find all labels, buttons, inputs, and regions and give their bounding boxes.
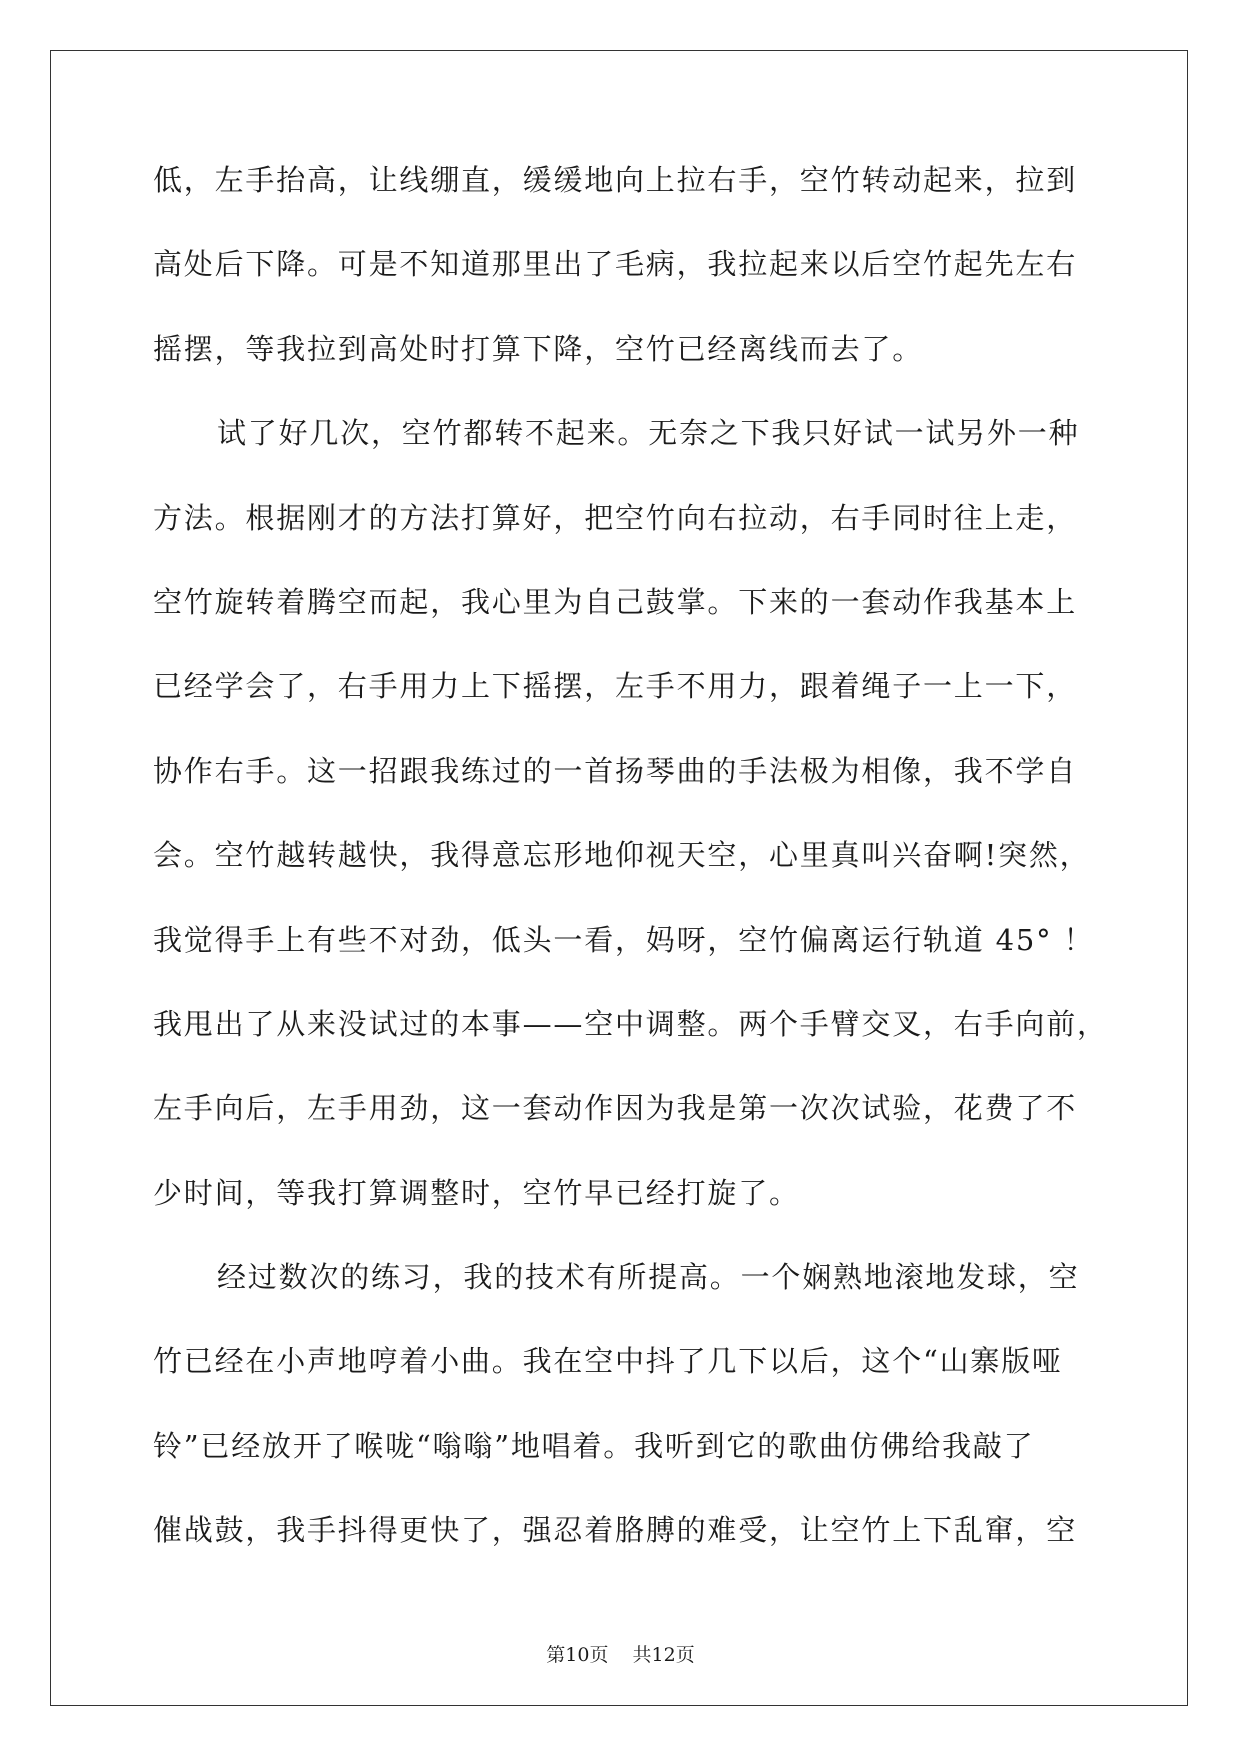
document-body (153, 160, 1108, 1595)
page-footer (0, 1640, 1241, 1667)
text-line: 我甩出了从来没试过的本事——空中调整。两个手臂交叉，右手向前， (153, 1006, 1108, 1041)
text-line: 催战鼓，我手抖得更快了，强忍着胳膊的难受，让空竹上下乱窜，空 (153, 1513, 1078, 1548)
page-total: 共12页 (632, 1644, 695, 1666)
text-line: 低，左手抬高，让线绷直，缓缓地向上拉右手，空竹转动起来，拉到 (153, 163, 1078, 197)
text-line: 协作右手。这一招跟我练过的一首扬琴曲的手法极为相像，我不学自 (153, 753, 1078, 788)
text-line: 空竹旋转着腾空而起，我心里为自己鼓掌。下来的一套动作我基本上 (153, 584, 1078, 619)
text-line: 高处后下降。可是不知道那里出了毛病，我拉起来以后空竹起先左右 (153, 247, 1078, 282)
text-line: 会。空竹越转越快，我得意忘形地仰视天空，心里真叫兴奋啊!突然， (153, 838, 1091, 873)
text-line: 方法。根据刚才的方法打算好，把空竹向右拉动，右手同时往上走， (153, 500, 1078, 535)
text-line: 我觉得手上有些不对劲，低头一看，妈呀，空竹偏离运行轨道 45° ！ (153, 922, 1095, 957)
text-line: 经过数次的练习，我的技术有所提高。一个娴熟地滚地发球，空 (217, 1260, 1080, 1295)
text-line: 少时间，等我打算调整时，空竹早已经打旋了。 (153, 1175, 800, 1210)
text-line: 已经学会了，右手用力上下摇摆，左手不用力，跟着绳子一上一下， (153, 669, 1078, 704)
text-line: 试了好几次，空竹都转不起来。无奈之下我只好试一试另外一种 (217, 416, 1080, 451)
page-number: 第10页 (546, 1644, 609, 1666)
text-line: 左手向后，左手用劲，这一套动作因为我是第一次次试验，花费了不 (153, 1091, 1078, 1126)
text-line: 摇摆，等我拉到高处时打算下降，空竹已经离线而去了。 (153, 331, 924, 366)
text-line: 竹已经在小声地哼着小曲。我在空中抖了几下以后，这个“山寨版哑 (153, 1344, 1063, 1379)
text-line: 铃”已经放开了喉咙“嗡嗡”地唱着。我听到它的歌曲仿佛给我敲了 (153, 1428, 1035, 1463)
